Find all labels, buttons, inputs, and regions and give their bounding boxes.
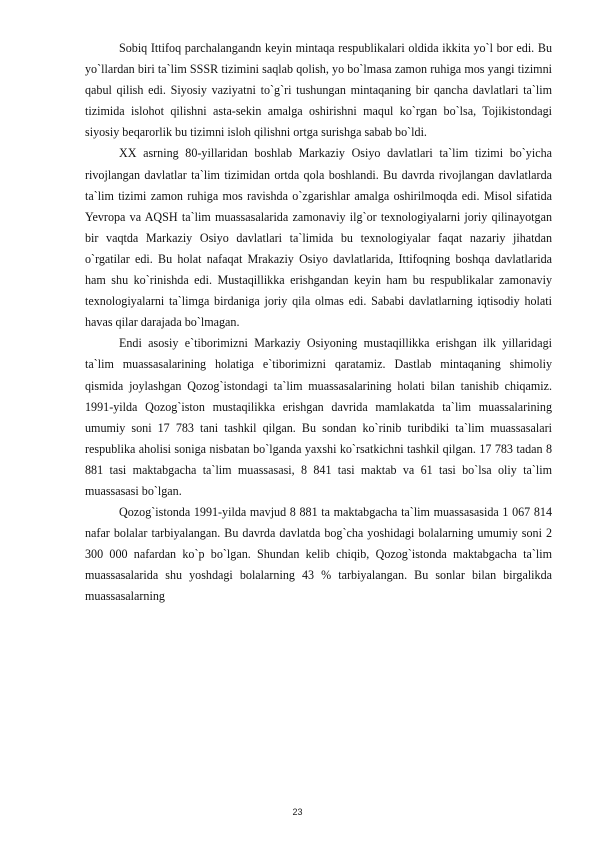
paragraph-1: Sobiq Ittifoq parchalangandn keyin mintaqa respublikalari oldida ikkita yo`l bor edi. Bu yo`llardan biri ta`lim SSSR tizimini saqlab qolish, yo bo`lmasa zamon ruhiga mos yangi tizimni qabul qilish edi. Siyosiy vaziyatni to`g`ri tushungan mintaqaning bir qancha davlatlari ta`lim tizimida islohot qilishni asta-sekin amalga oshirishni maqul ko`rgan bo`lsa, Tojikistondagi siyosiy beqarorlik bu tizimni isloh qilishni ortga surishga sabab bo`ldi. — [85, 41, 552, 140]
page-number: 23 — [292, 807, 303, 817]
paragraph-2: XX asrning 80-yillaridan boshlab Markaziy Osiyo davlatlari ta`lim tizimi bo`yicha rivojlangan davlatlar ta`lim tizimidan ortda qola boshlandi. Bu davrda rivojlangan davlatlarda ta`lim tizimi zamon ruhiga mos ravishda o`zgarishlar amalga oshirilmoqda edi. Misol sifatida Yevropa va AQSH ta`lim muassasalarida zamonaviy ilg`or texnologiyalarni joriy qilinayotgan bir vaqtda Markaziy Osiyo davlatlari ta`limida bu texnologiyalar faqat nazariy jihatdan o`rgatilar edi. Bu holat nafaqat Mrakaziy Osiyo davlatlarida, Ittifoqning boshqa davlatlarida ham shu ko`rinishda edi. Mustaqillikka erishgandan keyin ham bu respublikalar zamonaviy texnologiyalarni ta`limga birdaniga joriy qila olmas edi. Sababi davlatlarning iqtisodiy holati havas qilar darajada bo`lmagan. — [85, 146, 552, 330]
paragraph-3: Endi asosiy e`tiborimizni Markaziy Osiyoning mustaqillikka erishgan ilk yillaridagi ta`lim muassasalarining holatiga e`tiborimizni qaratamiz. Dastlab mintaqaning shimoliy qismida joylashgan Qozog`istondagi ta`lim muassasalarining holati bilan tanishib chiqamiz. 1991-yilda Qozog`iston mustaqilikka erishgan davrida mamlakatda ta`lim muassalarining umumiy soni 17 783 tani tashkil qilgan. Bu sondan ko`rinib turibdiki ta`lim muassasalari respublika aholisi soniga nisbatan bo`lganda yaxshi ko`rsatkichni tashkil qilgan. 17 783 tadan 8 881 tasi maktabgacha ta`lim muassasasi, 8 841 tasi maktab va 61 tasi bo`lsa oliy ta`lim muassasasi bo`lgan. — [85, 336, 552, 498]
paragraph-4: Qozog`istonda 1991-yilda mavjud 8 881 ta maktabgacha ta`lim muassasasida 1 067 814 nafar bolalar tarbiyalangan. Bu davrda davlatda bog`cha yoshidagi bolalarning umumiy soni 2 300 000 nafardan ko`p bo`lgan. Shundan kelib chiqib, Qozog`istonda maktabgacha ta`lim muassasalarida shu yoshdagi bolalarning 43 % tarbiyalangan. Bu sonlar bilan birgalikda muassasalarning — [85, 505, 552, 604]
body-text — [85, 38, 552, 608]
